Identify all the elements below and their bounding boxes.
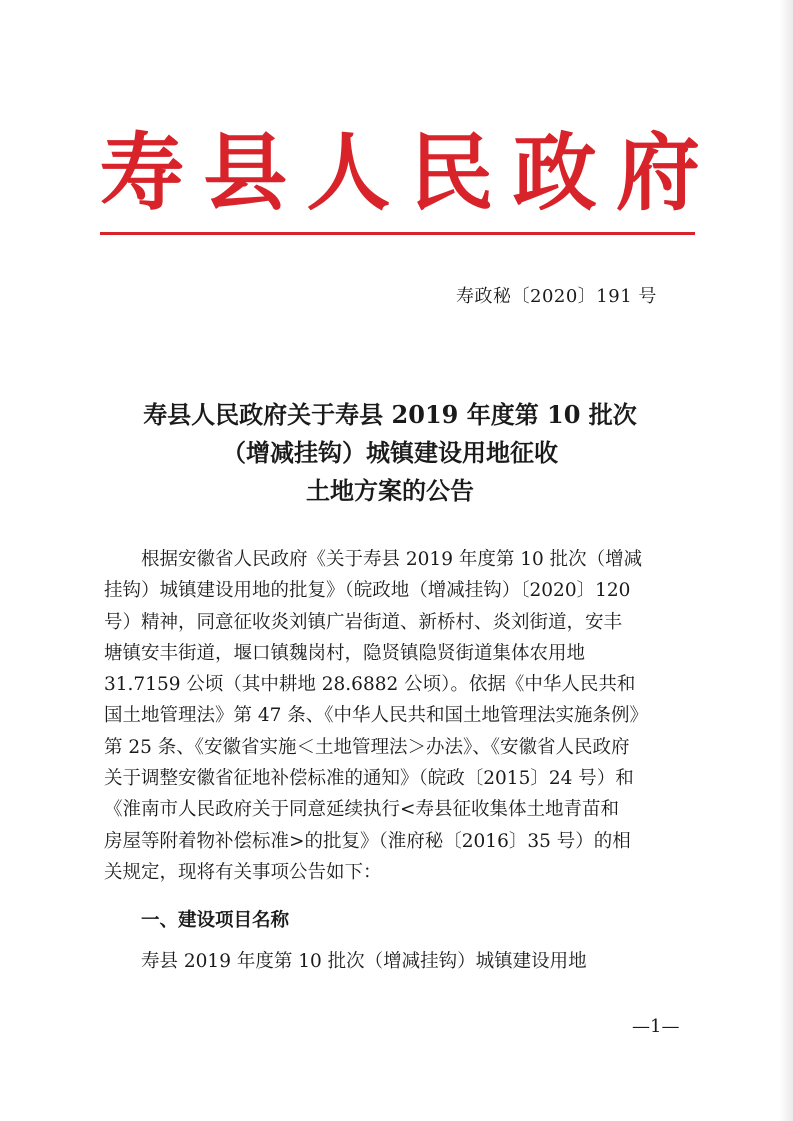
- section-content: 寿县 2019 年度第 10 批次（增减挂钩）城镇建设用地: [141, 951, 587, 972]
- body-line: 31.7159 公顷（其中耕地 28.6882 公顷）。依据《中华人民共和: [104, 674, 636, 696]
- title-line: 寿县人民政府关于寿县 2019 年度第 10 批次: [143, 400, 637, 429]
- body-line: 挂钩）城镇建设用地的批复》（皖政地（增减挂钩）〔2020〕120: [104, 580, 631, 602]
- body-line: 关于调整安徽省征地补偿标准的通知》（皖政〔2015〕24 号）和: [104, 768, 634, 790]
- masthead-char: 人: [306, 123, 391, 222]
- masthead-red-rule: [100, 232, 695, 235]
- document-title: [80, 396, 700, 510]
- masthead-char: 寿: [100, 123, 185, 222]
- masthead-title: [100, 118, 700, 228]
- page-edge-shadow: [779, 0, 793, 1121]
- body-line: 关规定，现将有关事项公告如下：: [104, 861, 382, 883]
- body-line: 号）精神，同意征收炎刘镇广岩街道、新桥村、炎刘街道，安丰: [104, 611, 623, 633]
- section-heading: 一、建设项目名称: [141, 910, 290, 931]
- body-line: 《淮南市人民政府关于同意延续执行<寿县征收集体土地青苗和: [104, 799, 620, 821]
- title-line: （增减挂钩）城镇建设用地征收: [222, 438, 558, 467]
- masthead-char: 府: [615, 123, 700, 222]
- masthead-char: 政: [512, 123, 597, 222]
- page-number: —1—: [632, 1016, 680, 1037]
- body-line: 第 25 条、《安徽省实施＜土地管理法＞办法》、《安徽省人民政府: [104, 736, 630, 758]
- body-line: 国土地管理法》第 47 条、《中华人民共和国土地管理法实施条例》: [104, 705, 649, 727]
- masthead-char: 民: [409, 123, 494, 222]
- body-line: 塘镇安丰街道，堰口镇魏岗村，隐贤镇隐贤街道集体农用地: [104, 642, 586, 664]
- body-line: 房屋等附着物补偿标准>的批复》（淮府秘〔2016〕35 号）的相: [104, 830, 631, 852]
- body-line: 根据安徽省人民政府《关于寿县 2019 年度第 10 批次（增减: [141, 549, 643, 570]
- document-number: 寿政秘〔2020〕191 号: [456, 286, 657, 307]
- masthead-char: 县: [203, 123, 288, 222]
- body-paragraph: [104, 544, 704, 888]
- title-line: 土地方案的公告: [306, 476, 474, 505]
